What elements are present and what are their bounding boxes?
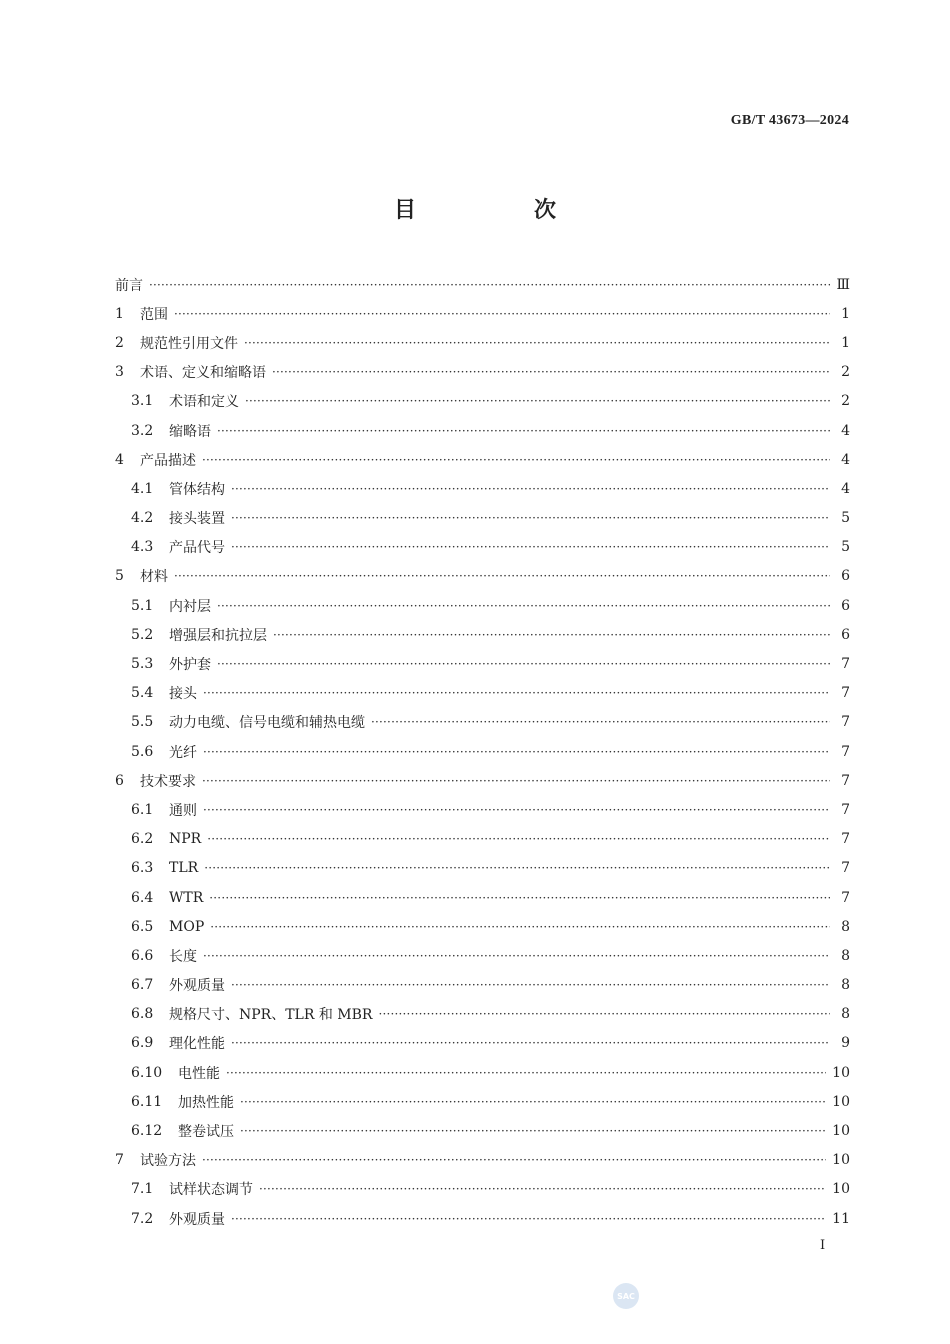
toc-entry[interactable] (115, 533, 850, 562)
toc-entry-label: 规范性引用文件 (140, 335, 238, 352)
toc-entry[interactable] (115, 941, 850, 970)
toc-entry-page: 1 (841, 334, 850, 351)
toc-entry-page: 7 (841, 656, 850, 673)
toc-entry-number: 1 (115, 305, 124, 322)
toc-entry-number: 6 (115, 772, 124, 789)
toc-entry-page: 6 (841, 597, 850, 614)
toc-entry[interactable] (115, 445, 850, 474)
toc-entry-label: 产品代号 (169, 540, 225, 557)
toc-entry-page: 8 (841, 947, 850, 964)
toc-entry-number: 5.2 (131, 626, 154, 643)
toc-leader-dots (202, 774, 830, 788)
toc-entry-page: 4 (841, 480, 850, 497)
toc-entry-number: 3 (115, 364, 124, 381)
toc-leader-dots (244, 336, 830, 350)
toc-entry-label: 加热性能 (178, 1094, 234, 1111)
toc-entry-label: 材料 (140, 569, 168, 586)
toc-entry-number: 6.1 (131, 801, 154, 818)
toc-entry[interactable] (115, 679, 850, 708)
toc-entry-page: 1 (841, 305, 850, 322)
toc-entry-number: 6.4 (131, 889, 154, 906)
toc-leader-dots (217, 657, 830, 671)
toc-entry-label: NPR (169, 831, 202, 848)
toc-leader-dots (371, 715, 830, 729)
toc-entry-number: 7.2 (131, 1210, 154, 1227)
toc-entry-page: 7 (841, 860, 850, 877)
toc-entry-label: 长度 (169, 948, 197, 965)
toc-entry-label: WTR (169, 889, 204, 906)
toc-entry-number: 5 (115, 568, 124, 585)
toc-entry-number: 4.2 (131, 510, 154, 527)
toc-entry[interactable] (115, 1204, 850, 1233)
toc-entry-page: 2 (841, 393, 850, 410)
toc-entry-label: 内衬层 (169, 598, 211, 615)
toc-leader-dots (240, 1124, 826, 1138)
toc-leader-dots (231, 1212, 826, 1226)
toc-leader-dots (240, 1095, 826, 1109)
table-of-contents (115, 270, 850, 1233)
toc-leader-dots (231, 978, 830, 992)
toc-entry-page: 10 (832, 1181, 850, 1198)
toc-entry[interactable] (115, 825, 850, 854)
toc-entry-page: 10 (832, 1152, 850, 1169)
toc-entry[interactable] (115, 620, 850, 649)
toc-entry-page: 5 (841, 510, 850, 527)
toc-entry[interactable] (115, 912, 850, 941)
toc-entry[interactable] (115, 1175, 850, 1204)
toc-leader-dots (149, 278, 830, 292)
toc-entry-label: 动力电缆、信号电缆和辅热电缆 (169, 715, 365, 732)
toc-entry-label: 技术要求 (140, 773, 196, 790)
toc-entry[interactable] (115, 270, 850, 299)
toc-leader-dots (226, 1066, 826, 1080)
toc-entry[interactable] (115, 795, 850, 824)
toc-leader-dots (217, 424, 830, 438)
toc-entry-page: 7 (841, 831, 850, 848)
toc-entry[interactable] (115, 883, 850, 912)
toc-entry-number: 5.5 (131, 714, 154, 731)
toc-leader-dots (207, 832, 830, 846)
toc-entry-page: 8 (841, 918, 850, 935)
toc-entry-label: 接头 (169, 686, 197, 703)
toc-entry-number: 4.3 (131, 539, 154, 556)
page-number: I (820, 1238, 826, 1253)
toc-entry[interactable] (115, 1058, 850, 1087)
toc-leader-dots (174, 569, 830, 583)
toc-leader-dots (231, 511, 830, 525)
toc-entry[interactable] (115, 854, 850, 883)
toc-entry-page: Ⅲ (836, 276, 850, 293)
toc-entry-page: 7 (841, 889, 850, 906)
toc-entry[interactable] (115, 766, 850, 795)
toc-entry-page: 8 (841, 1006, 850, 1023)
toc-entry[interactable] (115, 299, 850, 328)
toc-leader-dots (203, 745, 830, 759)
toc-entry[interactable] (115, 358, 850, 387)
toc-entry[interactable] (115, 737, 850, 766)
toc-entry-page: 10 (832, 1064, 850, 1081)
toc-leader-dots (202, 1153, 826, 1167)
standard-code: GB/T 43673—2024 (730, 113, 849, 128)
toc-entry-number: 6.2 (131, 831, 154, 848)
toc-entry-number: 6.9 (131, 1035, 154, 1052)
toc-entry-label: 规格尺寸、NPR、TLR 和 MBR (169, 1007, 373, 1024)
toc-entry-page: 4 (841, 422, 850, 439)
toc-entry-number: 4 (115, 451, 124, 468)
toc-entry-number: 5.3 (131, 656, 154, 673)
toc-entry-number: 2 (115, 334, 124, 351)
toc-entry-label: 管体结构 (169, 481, 225, 498)
toc-leader-dots (273, 628, 830, 642)
toc-entry-number: 4.1 (131, 480, 154, 497)
toc-entry[interactable] (115, 708, 850, 737)
toc-leader-dots (217, 599, 830, 613)
toc-entry[interactable] (115, 649, 850, 678)
toc-leader-dots (174, 307, 830, 321)
toc-entry[interactable] (115, 328, 850, 357)
toc-entry-page: 7 (841, 801, 850, 818)
toc-entry-number: 5.6 (131, 743, 154, 760)
toc-entry-page: 8 (841, 977, 850, 994)
toc-entry[interactable] (115, 387, 850, 416)
toc-entry[interactable] (115, 971, 850, 1000)
toc-entry-number: 6.5 (131, 918, 154, 935)
toc-leader-dots (203, 686, 830, 700)
toc-entry-label: 通则 (169, 802, 197, 819)
toc-entry-number: 6.6 (131, 947, 154, 964)
toc-entry-page: 7 (841, 714, 850, 731)
toc-entry-page: 6 (841, 626, 850, 643)
toc-leader-dots (231, 1036, 830, 1050)
toc-entry-page: 5 (841, 539, 850, 556)
toc-leader-dots (209, 891, 830, 905)
toc-entry-label: 外观质量 (169, 978, 225, 995)
toc-entry-page: 4 (841, 451, 850, 468)
toc-entry-page: 7 (841, 743, 850, 760)
toc-entry-label: 外护套 (169, 657, 211, 674)
toc-leader-dots (245, 394, 830, 408)
toc-entry-label: 缩略语 (169, 423, 211, 440)
toc-leader-dots (203, 803, 830, 817)
toc-entry[interactable] (115, 562, 850, 591)
toc-entry-number: 6.11 (131, 1093, 163, 1110)
toc-entry-number: 5.1 (131, 597, 154, 614)
toc-entry-page: 11 (832, 1210, 850, 1227)
toc-entry[interactable] (115, 1146, 850, 1175)
toc-entry-page: 6 (841, 568, 850, 585)
toc-entry-label: 范围 (140, 306, 168, 323)
toc-entry-number: 6.7 (131, 977, 154, 994)
toc-entry[interactable] (115, 591, 850, 620)
toc-entry-number: 6.8 (131, 1006, 154, 1023)
toc-entry-label: 电性能 (178, 1065, 220, 1082)
toc-entry-number: 6.3 (131, 860, 154, 877)
toc-entry-label: TLR (169, 860, 199, 877)
toc-entry-page: 10 (832, 1093, 850, 1110)
toc-leader-dots (259, 1182, 826, 1196)
toc-leader-dots (231, 540, 830, 554)
toc-entry-label: 增强层和抗拉层 (169, 627, 267, 644)
toc-entry-page: 9 (841, 1035, 850, 1052)
toc-entry-number: 7 (115, 1152, 124, 1169)
toc-entry-label: 光纤 (169, 744, 197, 761)
toc-entry-label: 外观质量 (169, 1211, 225, 1228)
toc-entry-number: 3.1 (131, 393, 154, 410)
toc-entry-number: 6.10 (131, 1064, 163, 1081)
toc-entry-label: 试样状态调节 (169, 1182, 253, 1199)
toc-title: 目 次 (393, 197, 604, 223)
toc-entry[interactable] (115, 1029, 850, 1058)
toc-entry-page: 2 (841, 364, 850, 381)
toc-entry-label: 产品描述 (140, 452, 196, 469)
toc-leader-dots (204, 861, 830, 875)
toc-entry-number: 6.12 (131, 1123, 163, 1140)
toc-entry-page: 7 (841, 772, 850, 789)
toc-leader-dots (210, 920, 830, 934)
toc-entry[interactable] (115, 1087, 850, 1116)
toc-entry-number: 7.1 (131, 1181, 154, 1198)
toc-entry-label: MOP (169, 918, 205, 935)
toc-leader-dots (378, 1007, 830, 1021)
toc-entry-label: 整卷试压 (178, 1124, 234, 1141)
toc-entry-label: 接头装置 (169, 511, 225, 528)
toc-entry[interactable] (115, 504, 850, 533)
toc-leader-dots (202, 453, 830, 467)
toc-entry-page: 7 (841, 685, 850, 702)
toc-entry[interactable] (115, 1000, 850, 1029)
toc-leader-dots (272, 365, 830, 379)
toc-entry-label: 术语和定义 (169, 394, 239, 411)
toc-entry-page: 10 (832, 1123, 850, 1140)
toc-entry-label: 试验方法 (140, 1153, 196, 1170)
toc-entry-number: 5.4 (131, 685, 154, 702)
sac-watermark-icon: SAC (613, 1283, 639, 1309)
toc-entry-label: 理化性能 (169, 1036, 225, 1053)
toc-entry-label: 前言 (115, 277, 143, 294)
toc-leader-dots (231, 482, 830, 496)
toc-entry-label: 术语、定义和缩略语 (140, 365, 266, 382)
toc-entry[interactable] (115, 416, 850, 445)
toc-entry[interactable] (115, 474, 850, 503)
toc-entry-number: 3.2 (131, 422, 154, 439)
toc-entry[interactable] (115, 1116, 850, 1145)
toc-leader-dots (203, 949, 830, 963)
